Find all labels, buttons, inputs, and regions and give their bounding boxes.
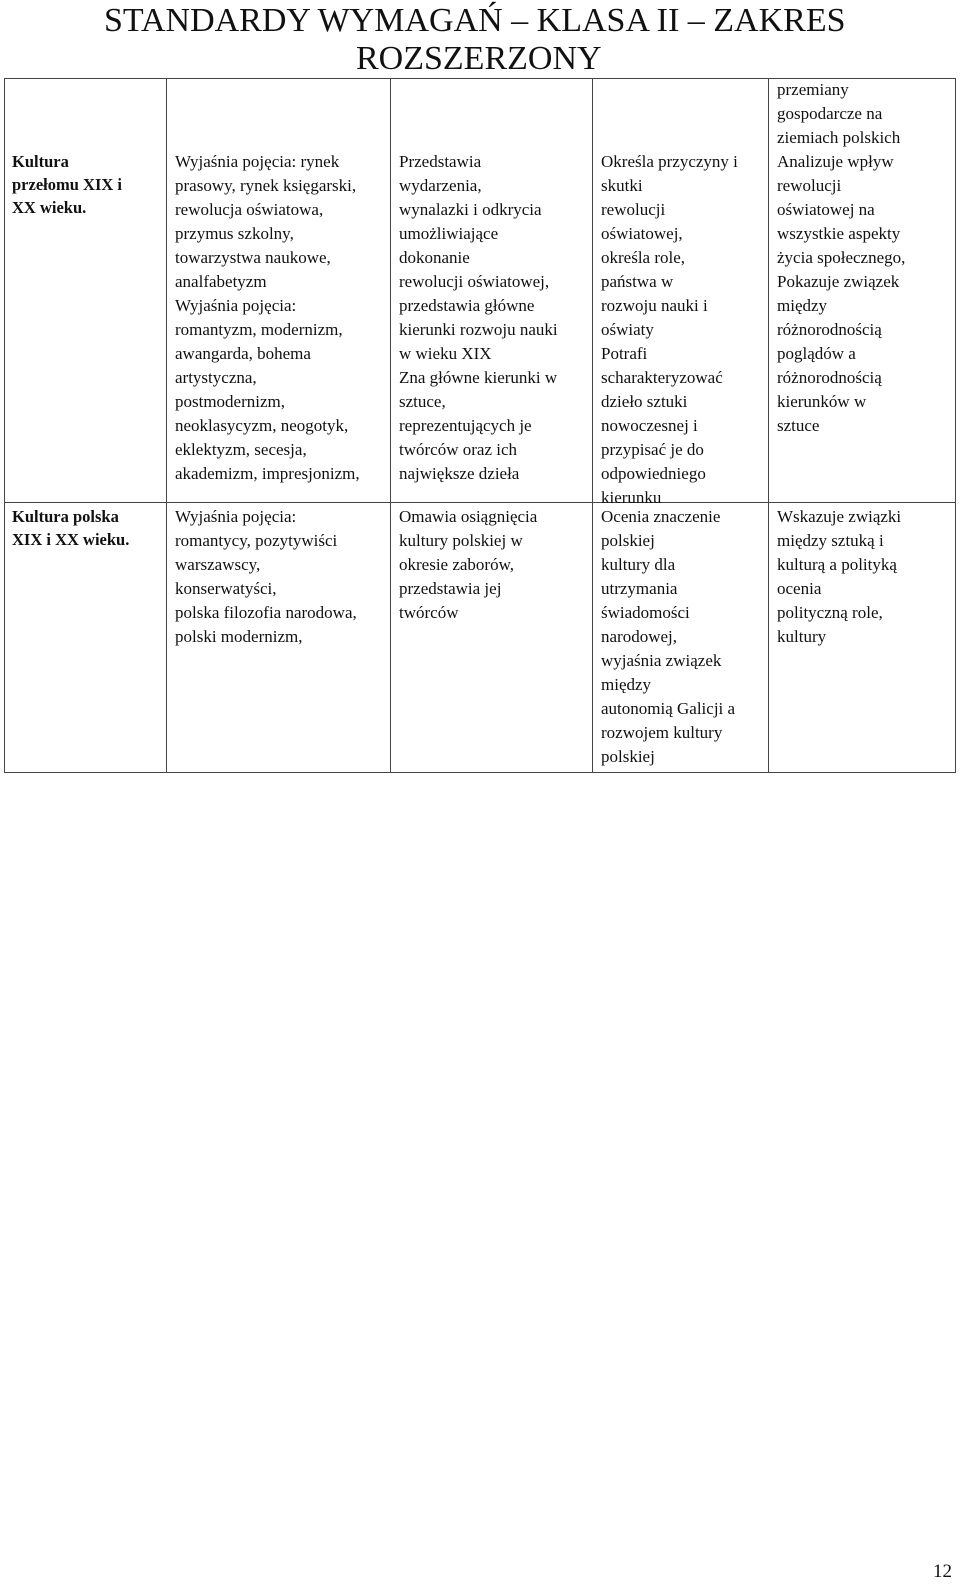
row2-presents: Omawia osiągnięcia kultury polskiej w okresie zaborów, przedstawia jej twórców <box>399 507 538 622</box>
table-rule-bottom <box>4 772 956 773</box>
table-rule-col0 <box>4 78 5 773</box>
table-rule-col4 <box>768 78 769 773</box>
table-rule-col3 <box>592 78 593 773</box>
row1-topic: Kultura przełomu XIX i XX wieku. <box>12 152 122 217</box>
row1-analyzes: Analizuje wpływ rewolucji oświatowej na wszystkie aspekty życia społecznego, Pokazuje związek między różnorodnością poglądów a różnorodnością kierunków w sztuce <box>777 152 906 435</box>
row2-analyzes: Wskazuje związki między sztuką i kulturą a polityką ocenia polityczną role, kultury <box>777 507 902 646</box>
table-rule-row <box>4 502 956 503</box>
table-rule-col2 <box>390 78 391 773</box>
page-title-line2: ROZSZERZONY <box>356 40 602 77</box>
table-rule-col1 <box>166 78 167 773</box>
page-title-line1: STANDARDY WYMAGAŃ – KLASA II – ZAKRES <box>104 2 846 39</box>
table-rule-col5 <box>955 78 956 773</box>
page-number: 12 <box>933 1561 952 1582</box>
row1-defines: Określa przyczyny i skutki rewolucji oświatowej, określa role, państwa w rozwoju nauki i oświaty Potrafi scharakteryzować dzieło sztuki nowoczesnej i przypisać je do odpowiedniego kierunku <box>601 152 738 507</box>
row2-concepts: Wyjaśnia pojęcia: romantycy, pozytywiści warszawscy, konserwatyści, polska filozofia narodowa, polski modernizm, <box>175 507 357 646</box>
row2-topic: Kultura polska XIX i XX wieku. <box>12 507 130 549</box>
row2-defines: Ocenia znaczenie polskiej kultury dla utrzymania świadomości narodowej, wyjaśnia związek między autonomią Galicji a rozwojem kultury polskiej <box>601 507 736 766</box>
header-overflow-col5: przemiany gospodarcze na ziemiach polskich <box>777 80 901 147</box>
standards-table <box>0 0 960 780</box>
row1-presents: Przedstawia wydarzenia, wynalazki i odkrycia umożliwiające dokonanie rewolucji oświatowej, przedstawia główne kierunki rozwoju nauki w wieku XIX Zna główne kierunki w sztuce, reprezentujących je twórców oraz ich największe dzieła <box>399 152 558 483</box>
row1-concepts: Wyjaśnia pojęcia: rynek prasowy, rynek księgarski, rewolucja oświatowa, przymus szkolny, towarzystwa naukowe, analfabetyzm Wyjaśnia pojęcia: romantyzm, modernizm, awangarda, bohema artystyczna, postmodernizm, neoklasycyzm, neogotyk, eklektyzm, secesja, akademizm, impresjonizm, <box>175 152 360 483</box>
